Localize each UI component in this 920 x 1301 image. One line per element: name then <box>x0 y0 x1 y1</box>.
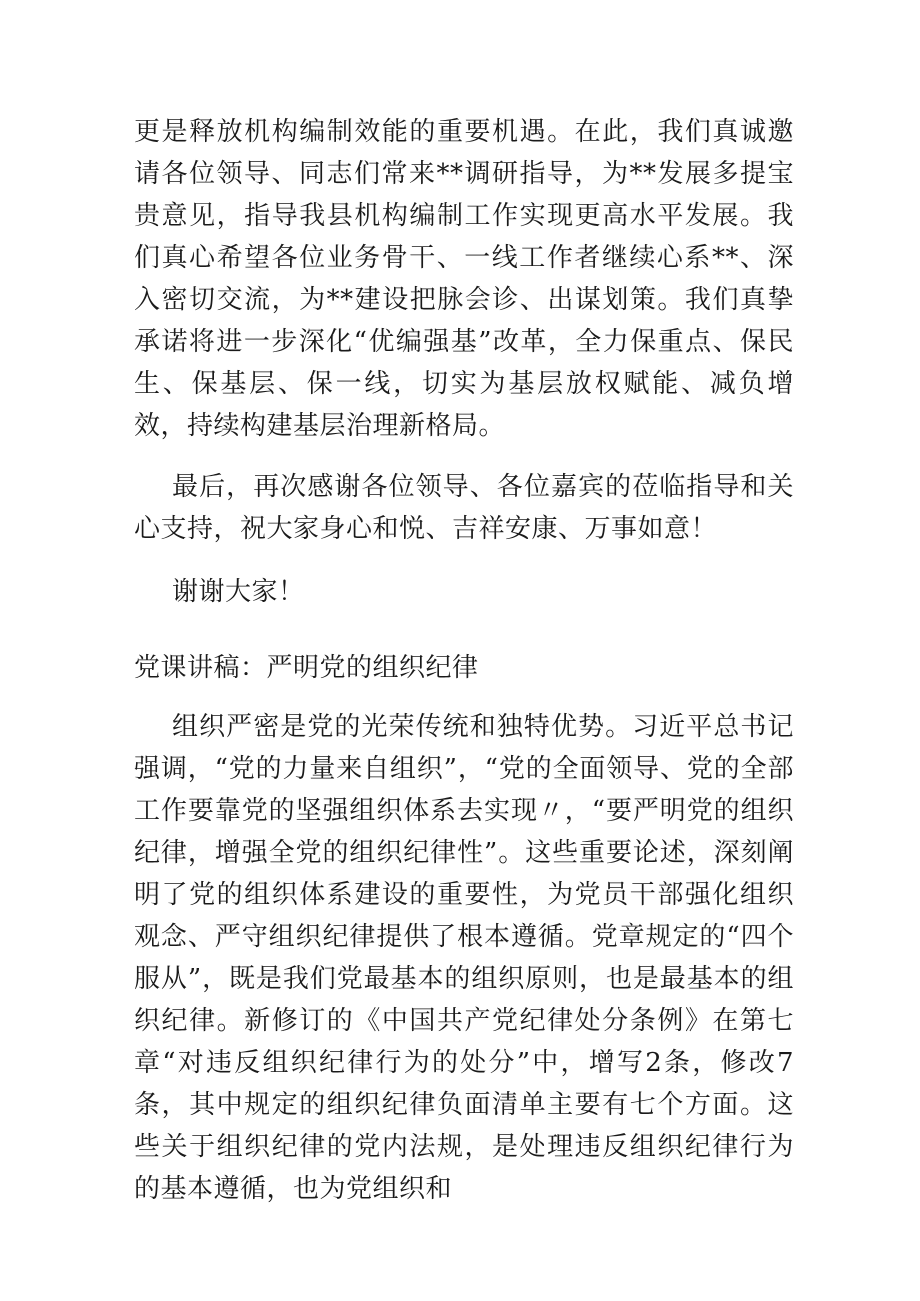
section-heading: 党课讲稿：严明党的组织纪律 <box>134 653 479 683</box>
paragraph-thank-you: 谢谢大家！ <box>172 577 305 607</box>
paragraph-organization-discipline: 组织严密是党的光荣传统和独特优势。习近平总书记强调，“党的力量来自组织”，“党的全面领导、党的全部工作要靠党的坚强组织体系去实现〃，“要严明党的组织纪律，增强全党的组织纪律性”。这些重要论述，深刻阐明了党的组织体系建设的重要性，为党员干部强化组织观念、严守组织纪律提供了根本遵循。党章规定的“四个服从”，既是我们党最基本的组织原则，也是最基本的组织纪律。新修订的《中国共产党纪律处分条例》在第七章“对违反组织纪律行为的处分”中，增写2条，修改7条，其中规定的组织纪律负面清单主要有七个方面。这些关于组织纪律的党内法规，是处理违反组织纪律行为的基本遵循，也为党组织和 <box>134 712 794 1204</box>
paragraph-thanks: 最后，再次感谢各位领导、各位嘉宾的莅临指导和关心支持，祝大家身心和悦、吉祥安康、万事如意！ <box>134 472 794 544</box>
paragraph-closing-remarks: 更是释放机构编制效能的重要机遇。在此，我们真诚邀请各位领导、同志们常来**调研指导，为**发展多提宝贵意见，指导我县机构编制工作实现更高水平发展。我们真心希望各位业务骨干、一线工作者继续心系**、深入密切交流，为**建设把脉会诊、出谋划策。我们真挚承诺将进一步深化“优编强基”改革，全力保重点、保民生、保基层、保一线，切实为基层放权赋能、减负增效，持续构建基层治理新格局。 <box>134 117 794 441</box>
